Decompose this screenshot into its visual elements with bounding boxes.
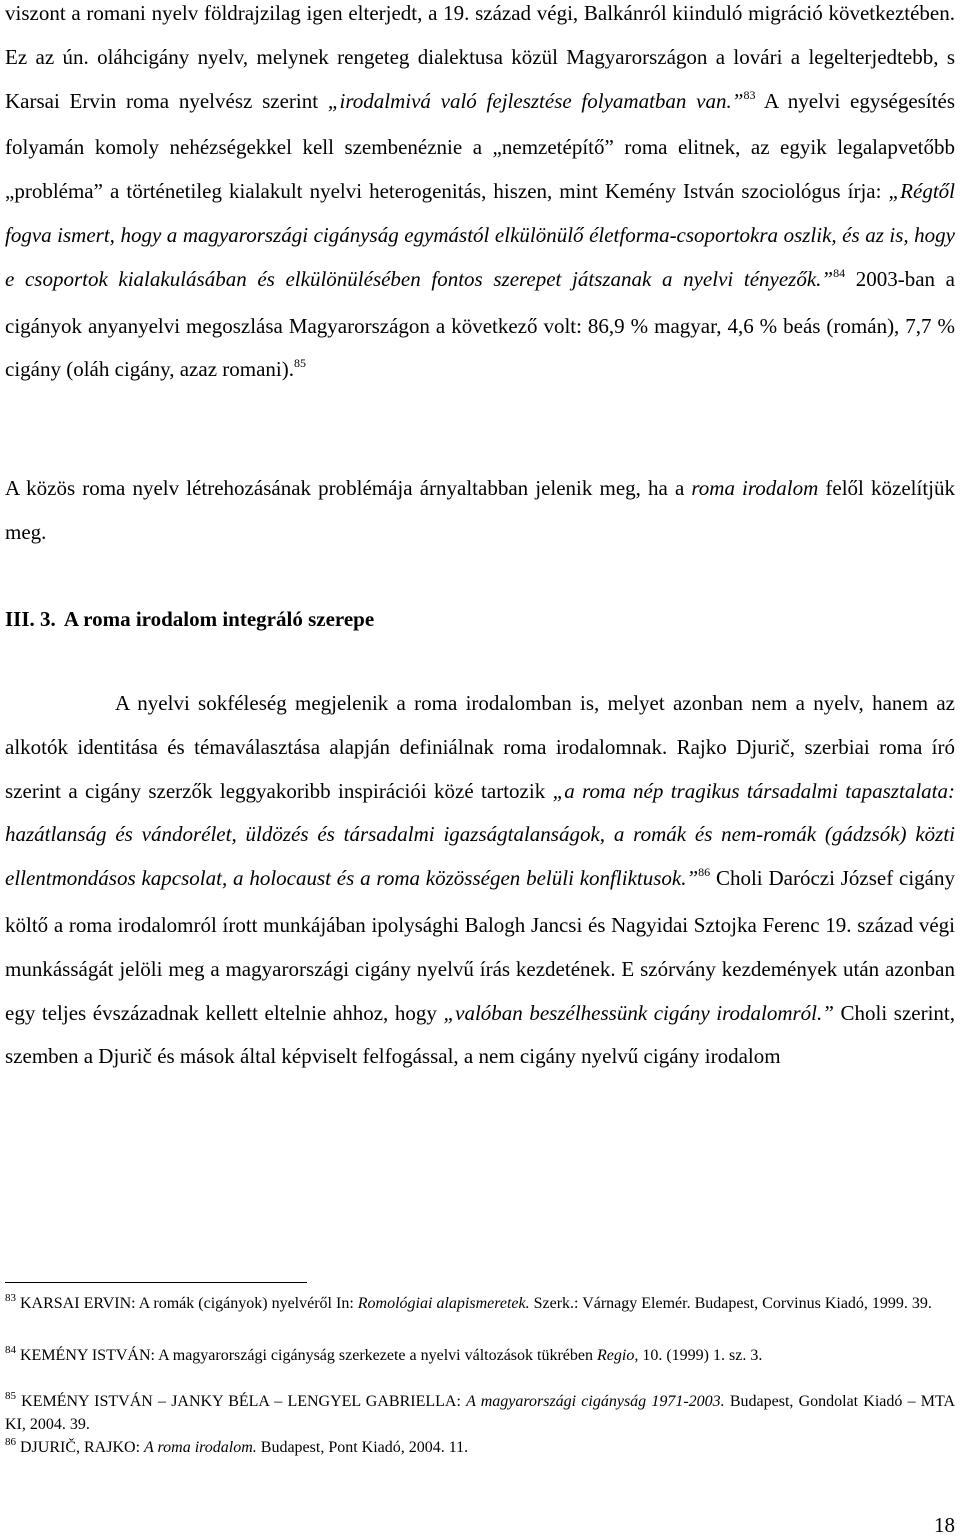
footnote-86 (5, 1437, 955, 1460)
paragraph-text: 2003-ban a cigányok anyanyelvi megoszlása Magyarországon a következő volt: 86,9 % magyar, 4,6 % beás (román), 7,7 % cigány (oláh cigány, azaz romani). (5, 266, 956, 382)
paragraph-roma-literature (5, 682, 955, 1079)
section-title: A roma irodalom integráló szerepe (63, 607, 375, 631)
footnote-ref-85[interactable]: 85 (294, 356, 306, 371)
emphasis-roma-irodalom: roma irodalom (691, 476, 819, 500)
quote-djuric: „a roma nép tragikus társadalmi tapasztalata: hazátlanság és vándorélet, üldözés és társadalmi igazságtalanságok, a romák és nem-romák (gádzsók) közti ellentmondásos kapcsolat, a holocaust és a roma közösségen belüli konfliktusok.” (5, 778, 955, 891)
footnote-84 (5, 1345, 955, 1368)
footnote-number: 86 (5, 1436, 16, 1448)
footnote-ref-86[interactable]: 86 (698, 865, 711, 880)
footnote-text: KEMÉNY ISTVÁN – JANKY BÉLA – LENGYEL GABRIELLA: (16, 1393, 467, 1410)
section-heading (5, 603, 374, 635)
footnote-divider (5, 1282, 307, 1283)
paragraph-common-language (5, 467, 955, 555)
footnote-text: DJURIČ, RAJKO: (16, 1439, 145, 1456)
quote-choli: „valóban beszélhessünk cigány irodalomról.” (443, 1000, 834, 1025)
footnote-text: KEMÉNY ISTVÁN: A magyarországi cigányság szerkezete a nyelvi változások tükrében (16, 1347, 597, 1364)
paragraph-language-unification (5, 0, 955, 395)
paragraph-text: Choli Daróczi József cigány költő a roma irodalomról írott munkájában ipolysághi Balogh Jancsi és Nagyidai Sztojka Ferenc 19. század végi munkásságát jelöli meg a magyarországi cigány nyelvű írás kezdetének. E szórvány kezdemények után azonban egy teljes évszázadnak kellett eltelnie ahhoz, hogy (5, 866, 956, 1025)
footnote-ref-84[interactable]: 84 (833, 265, 846, 280)
footnote-text: Szerk.: Várnagy Elemér. Budapest, Corvinus Kiadó, 1999. 39. (529, 1295, 932, 1312)
quote-kemeny: „Régtől fogva ismert, hogy a magyarországi cigányság egymástól elkülönülő életforma-csoportokra oszlik, és az is, hogy e csoportok kialakulásában és elkülönülésében fontos szerepet játszanak a nyelvi tényezők.” (5, 179, 955, 291)
footnote-number: 83 (5, 1292, 16, 1304)
paragraph-text: A nyelvi sokféleség megjelenik a roma irodalomban is, melyet azonban nem a nyelv, hanem az alkotók identitása és témaválasztása alapján definiálnak roma irodalomnak. Rajko Djurič, szerbiai roma író szerint a cigány szerzők leggyakoribb inspirációi közé tartozik (5, 691, 955, 803)
footnote-title: Regio, (597, 1347, 639, 1364)
footnote-number: 84 (5, 1344, 16, 1356)
footnote-title: Romológiai alapismeretek. (357, 1295, 530, 1312)
footnote-text: 10. (1999) 1. sz. 3. (638, 1347, 763, 1364)
footnote-number: 85 (5, 1390, 16, 1402)
footnote-83 (5, 1293, 955, 1316)
footnote-title: A magyarországi cigányság 1971-2003. (466, 1393, 725, 1410)
paragraph-text: A nyelvi egységesítés folyamán komoly nehézségekkel kell szembenéznie a „nemzetépítő” roma elitnek, az egyik legalapvetőbb „probléma” a történetileg kialakult nyelvi heterogenitás, hiszen, mint Kemény István szociológus írja: (5, 88, 955, 204)
section-number: III. 3. (5, 607, 56, 631)
paragraph-text: A közös roma nyelv létrehozásának problémája árnyaltabban jelenik meg, ha a (5, 476, 692, 500)
page-number: 18 (934, 1513, 955, 1537)
footnote-text: KARSAI ERVIN: A romák (cigányok) nyelvéről In: (16, 1295, 358, 1312)
quote-karsai: „irodalmivá való fejlesztése folyamatban van.” (327, 88, 744, 113)
paragraph-text: Choli szerint, szemben a Djurič és mások által képviselt felfogással, a nem cigány nyelvű cigány irodalom (5, 1000, 956, 1069)
footnote-ref-83[interactable]: 83 (743, 87, 756, 102)
paragraph-text: felől közelítjük meg. (5, 476, 955, 544)
footnote-text: Budapest, Pont Kiadó, 2004. 11. (256, 1439, 469, 1456)
paragraph-text: viszont a romani nyelv földrajzilag igen elterjedt, a 19. század végi, Balkánról kiinduló migráció következtében. Ez az ún. oláhcigány nyelv, melynek rengeteg dialektusa közül Magyarországon a lovári a legelterjedtebb, s Karsai Ervin roma nyelvész szerint (5, 1, 955, 113)
footnote-85 (5, 1391, 955, 1435)
footnote-title: A roma irodalom. (144, 1439, 257, 1456)
footnote-text: Budapest, Gondolat Kiadó – MTA KI, 2004. 39. (5, 1393, 956, 1433)
